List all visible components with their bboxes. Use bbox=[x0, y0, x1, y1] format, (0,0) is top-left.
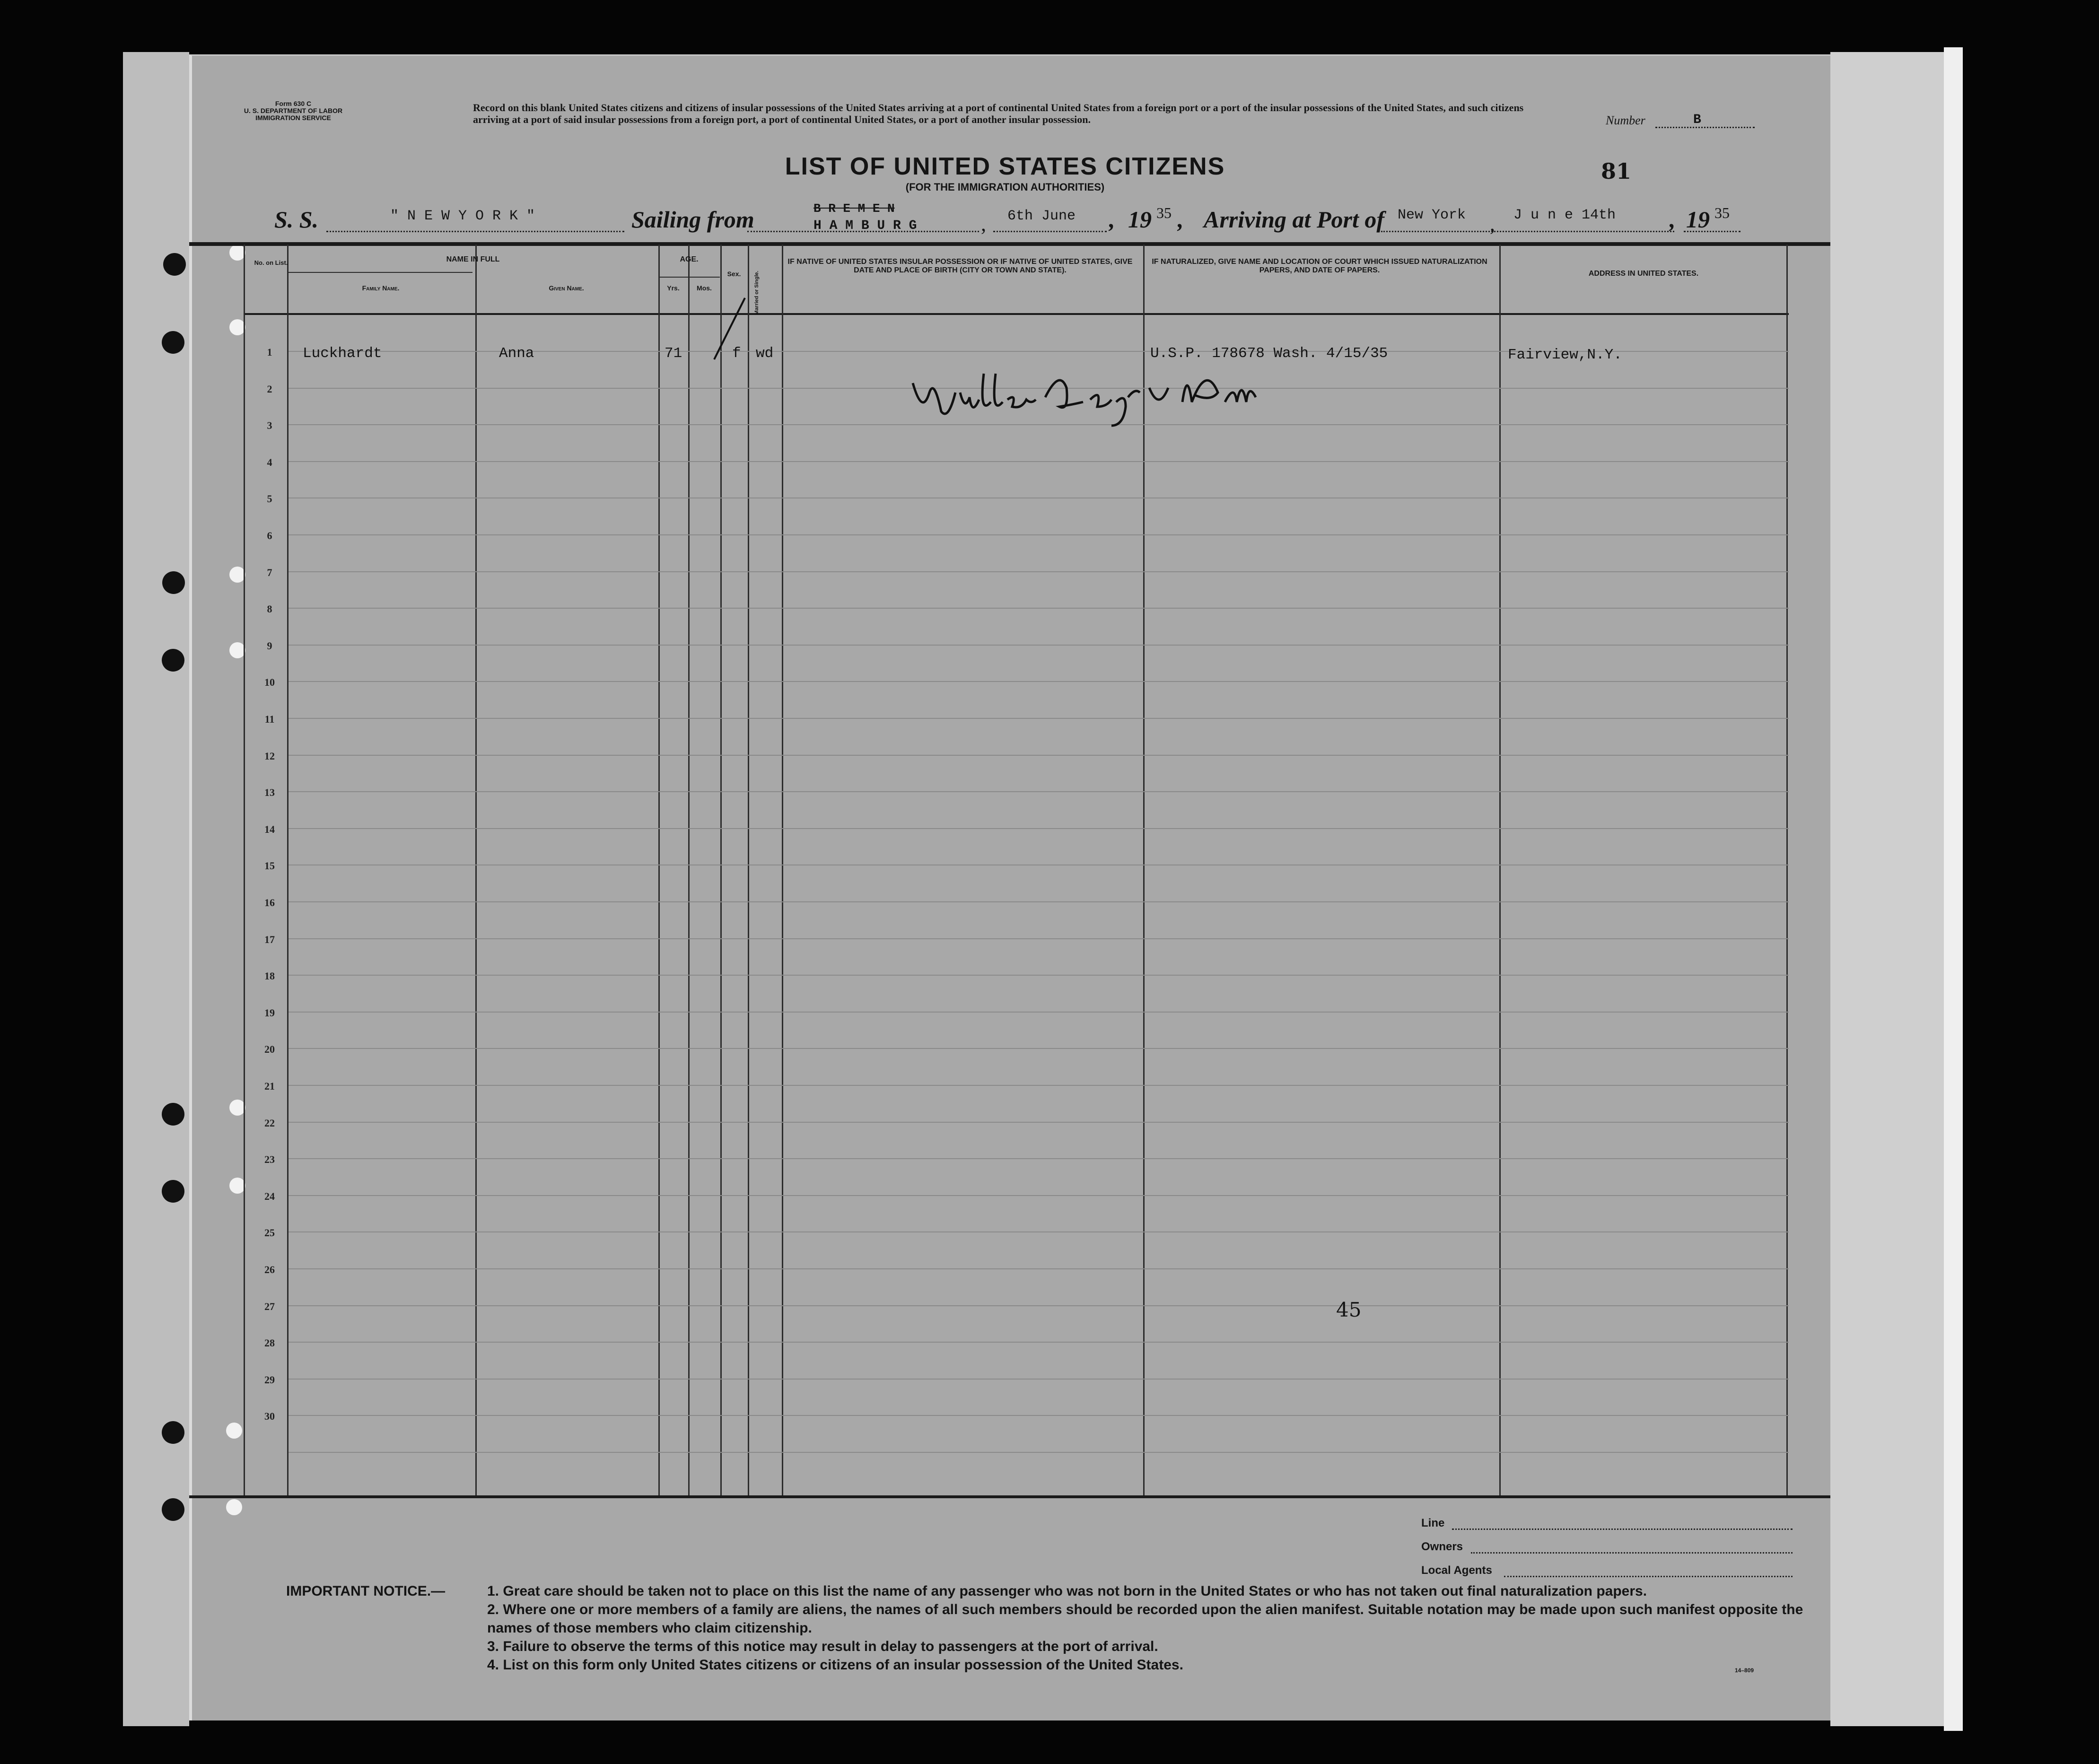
footer-owners-field bbox=[1471, 1552, 1793, 1554]
entry-address: Fairview,N.Y. bbox=[1508, 347, 1622, 363]
entry-married: wd bbox=[756, 345, 774, 362]
binder-hole bbox=[229, 1178, 245, 1194]
col-naturalized-header: IF NATURALIZED, GIVE NAME AND LOCATION OF COURT WHICH ISSUED NATURALIZATION PAPERS, AND DATE OF PAPERS. bbox=[1152, 258, 1487, 274]
arriving-line bbox=[1381, 231, 1674, 232]
col-married-header: Married or Single. bbox=[754, 271, 760, 315]
col-rule bbox=[748, 245, 749, 1495]
row-rule bbox=[289, 1231, 1789, 1232]
arriving-port: New York bbox=[1398, 207, 1466, 223]
sailing-date: 6th June bbox=[1007, 208, 1076, 224]
row-number: 4 bbox=[267, 456, 272, 468]
notice-item: 2. Where one or more members of a family are aliens, the names of all such members should be recorded upon the alien manifest. Suitable notation may be made upon such manifest opposite the names of those members who claim citizenship. bbox=[487, 1602, 1803, 1636]
row-rule bbox=[289, 1268, 1789, 1269]
check-mark bbox=[705, 293, 757, 364]
sailing-label: Sailing from bbox=[631, 206, 754, 233]
col-given-name-header: Given Name. bbox=[549, 284, 584, 292]
row-number: 10 bbox=[264, 676, 275, 688]
binder-edge bbox=[123, 52, 189, 1726]
row-number: 11 bbox=[264, 713, 275, 725]
col-age-header: AGE. bbox=[680, 255, 699, 263]
comma: , bbox=[1109, 206, 1115, 233]
col-native-header: IF NATIVE OF UNITED STATES INSULAR POSSESSION OR IF NATIVE OF UNITED STATES, GIVE DATE AND PLACE OF BIRTH (CITY OR TOWN AND STATE). bbox=[787, 258, 1133, 274]
entry-sex: f bbox=[732, 345, 741, 362]
number-value: B bbox=[1693, 113, 1701, 127]
row-rule bbox=[289, 608, 1789, 609]
col-rule bbox=[782, 245, 783, 1495]
col-sex-header: Sex. bbox=[727, 270, 741, 278]
arriving-year-prefix: 19 bbox=[1686, 206, 1710, 233]
adjacent-page-edge bbox=[1944, 47, 1963, 1731]
arriving-year-line bbox=[1684, 231, 1740, 232]
number-line bbox=[1655, 127, 1755, 128]
corner-code: 14–809 bbox=[1735, 1667, 1754, 1674]
row-number: 7 bbox=[267, 567, 272, 578]
ship-line bbox=[326, 231, 624, 232]
binder-hole bbox=[162, 571, 185, 594]
row-number: 2 bbox=[267, 383, 272, 395]
row-rule bbox=[289, 681, 1789, 682]
handwritten-page-number: 81 bbox=[1601, 158, 1632, 184]
row-rule bbox=[289, 1342, 1789, 1343]
row-rule bbox=[289, 1195, 1789, 1196]
row-number: 12 bbox=[264, 750, 275, 762]
row-number: 15 bbox=[264, 860, 275, 872]
binder-hole bbox=[162, 1498, 184, 1521]
row-rule bbox=[289, 975, 1789, 976]
arriving-label: Arriving at Port of bbox=[1204, 206, 1384, 233]
arriving-date: J u n e 14th bbox=[1513, 207, 1616, 223]
form-number: Form 630 C bbox=[275, 100, 312, 107]
col-rule bbox=[244, 245, 245, 1495]
notice-item: 4. List on this form only United States citizens or citizens of an insular possession of the United States. bbox=[487, 1657, 1183, 1673]
row-rule bbox=[289, 718, 1789, 719]
footer-agents-field bbox=[1504, 1576, 1793, 1577]
entry-naturalization: U.S.P. 178678 Wash. 4/15/35 bbox=[1150, 345, 1388, 362]
notice-item: 1. Great care should be taken not to place on this list the name of any passenger who was not born in the United States or who has not taken out final naturalization papers. bbox=[487, 1583, 1647, 1599]
col-rule bbox=[658, 245, 660, 1495]
row-number: 26 bbox=[264, 1264, 275, 1275]
col-rule bbox=[720, 245, 722, 1495]
binder-hole bbox=[229, 245, 245, 261]
age-subheader-rule bbox=[658, 277, 720, 278]
col-family-name-header: Family Name. bbox=[362, 284, 400, 292]
sailing-date-line bbox=[993, 231, 1107, 232]
row-number: 28 bbox=[264, 1337, 275, 1349]
instructions: Record on this blank United States citizens and citizens of insular possessions of the United States arriving at a port of continental United States from a foreign port or a port of the insular possessions of the United States, and such citizens arriving at a port of said insular possessions from a foreign port, a port of continental United States, or a port of another insular possession. bbox=[473, 102, 1524, 125]
col-rule bbox=[1499, 245, 1501, 1495]
row-rule bbox=[289, 645, 1789, 646]
comma: , bbox=[981, 212, 986, 236]
sailing-year-suffix: 35 bbox=[1156, 204, 1172, 221]
row-rule bbox=[289, 1012, 1789, 1013]
row-rule bbox=[289, 1048, 1789, 1049]
binder-hole bbox=[226, 1499, 242, 1515]
notice-label: IMPORTANT NOTICE.— bbox=[286, 1583, 446, 1599]
row-number: 6 bbox=[267, 530, 272, 541]
ship-name: " N E W Y O R K " bbox=[390, 208, 535, 224]
binder-hole bbox=[163, 253, 186, 276]
row-number: 5 bbox=[267, 493, 272, 505]
row-number: 18 bbox=[264, 970, 275, 982]
sailing-port-struck: B R E M E N bbox=[813, 201, 895, 216]
footer-owners-label: Owners bbox=[1421, 1540, 1463, 1553]
service: IMMIGRATION SERVICE bbox=[255, 114, 331, 122]
col-name-header: NAME IN FULL bbox=[446, 255, 500, 263]
row-number: 23 bbox=[264, 1153, 275, 1165]
row-rule bbox=[289, 791, 1789, 792]
name-subheader-rule bbox=[287, 272, 472, 273]
binder-hole bbox=[229, 642, 245, 658]
manifest-table bbox=[244, 245, 1789, 1495]
binder-hole bbox=[162, 649, 184, 672]
row-number: 24 bbox=[264, 1190, 275, 1202]
binder-hole bbox=[229, 319, 245, 335]
sailing-port: H A M B U R G bbox=[813, 218, 917, 233]
binder-hole bbox=[229, 567, 245, 583]
col-rule bbox=[1786, 245, 1788, 1495]
col-rule bbox=[688, 245, 690, 1495]
sailing-year-prefix: 19 bbox=[1128, 206, 1152, 233]
binder-hole bbox=[162, 1421, 184, 1444]
row-rule bbox=[289, 1415, 1789, 1416]
row-number: 30 bbox=[264, 1410, 275, 1422]
row-rule bbox=[289, 1158, 1789, 1159]
binder-hole bbox=[229, 1100, 245, 1116]
row-number: 9 bbox=[267, 640, 272, 652]
binder-hole bbox=[162, 331, 184, 354]
row-rule bbox=[289, 938, 1789, 939]
comma: , bbox=[1178, 206, 1184, 233]
table-bottom-rule bbox=[189, 1495, 1830, 1498]
col-no-header: No. on List. bbox=[254, 259, 288, 266]
handwritten-annotation bbox=[903, 359, 1268, 430]
col-rule bbox=[475, 245, 477, 1495]
stamp-number: 45 bbox=[1336, 1298, 1362, 1321]
col-yrs-header: Yrs. bbox=[667, 284, 680, 292]
col-rule bbox=[1143, 245, 1145, 1495]
row-rule bbox=[289, 1085, 1789, 1086]
row-rule bbox=[289, 828, 1789, 829]
row-number: 17 bbox=[264, 934, 275, 945]
row-number: 1 bbox=[267, 346, 272, 358]
col-address-header: ADDRESS IN UNITED STATES. bbox=[1588, 270, 1699, 278]
binder-hole bbox=[162, 1180, 184, 1203]
footer-line-field bbox=[1452, 1528, 1793, 1530]
entry-given-name: Anna bbox=[499, 345, 534, 362]
footer-agents-label: Local Agents bbox=[1421, 1564, 1492, 1577]
comma: , bbox=[1670, 206, 1676, 233]
notice-item: 3. Failure to observe the terms of this notice may result in delay to passengers at the port of arrival. bbox=[487, 1639, 1158, 1654]
row-rule bbox=[289, 901, 1789, 902]
col-rule bbox=[287, 245, 289, 1495]
row-number: 16 bbox=[264, 897, 275, 908]
row-rule bbox=[289, 1452, 1789, 1453]
entry-family-name: Luckhardt bbox=[303, 345, 382, 362]
row-rule bbox=[289, 571, 1789, 572]
comma: , bbox=[1490, 212, 1495, 236]
arriving-year-suffix: 35 bbox=[1714, 204, 1730, 221]
row-number: 13 bbox=[264, 786, 275, 798]
row-rule bbox=[289, 534, 1789, 535]
col-mos-header: Mos. bbox=[697, 284, 712, 292]
row-rule bbox=[289, 1379, 1789, 1380]
binder-hole bbox=[226, 1423, 242, 1439]
row-rule bbox=[289, 1305, 1789, 1306]
binder-hole bbox=[162, 1103, 184, 1126]
department: U. S. DEPARTMENT OF LABOR bbox=[244, 107, 343, 114]
row-number: 20 bbox=[264, 1043, 275, 1055]
row-number: 8 bbox=[267, 603, 272, 615]
row-number: 29 bbox=[264, 1374, 275, 1386]
row-number: 3 bbox=[267, 419, 272, 431]
number-label: Number bbox=[1606, 114, 1645, 127]
row-number: 19 bbox=[264, 1007, 275, 1019]
entry-age-yrs: 71 bbox=[665, 345, 682, 362]
row-number: 22 bbox=[264, 1117, 275, 1129]
row-number: 25 bbox=[264, 1227, 275, 1239]
notice-items bbox=[487, 1582, 1811, 1674]
form-header bbox=[241, 100, 345, 122]
row-number: 27 bbox=[264, 1301, 275, 1312]
row-rule bbox=[289, 461, 1789, 462]
adjacent-page-strip bbox=[1830, 52, 1944, 1726]
row-rule bbox=[289, 1122, 1789, 1123]
row-number: 21 bbox=[264, 1080, 275, 1092]
ss-label: S. S. bbox=[274, 206, 319, 233]
footer-line-label: Line bbox=[1421, 1517, 1445, 1529]
row-rule bbox=[289, 755, 1789, 756]
page-subtitle: (FOR THE IMMIGRATION AUTHORITIES) bbox=[905, 181, 1105, 193]
row-number: 14 bbox=[264, 823, 275, 835]
page-title: LIST OF UNITED STATES CITIZENS bbox=[785, 153, 1225, 180]
